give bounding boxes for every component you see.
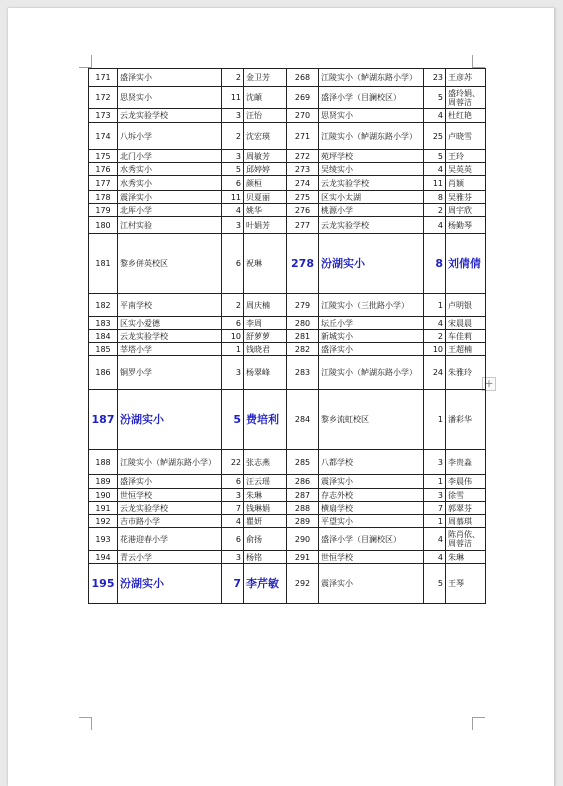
row-number: 173 (89, 109, 118, 123)
student-count: 3 (222, 551, 244, 564)
teacher-name: 卢晓雪 (446, 123, 486, 150)
teacher-name: 潘彩华 (446, 390, 486, 450)
school-name: 平南学校 (118, 294, 222, 317)
school-name: 盛泽实小 (319, 343, 424, 356)
school-name: 苑坪学校 (319, 150, 424, 163)
student-count: 3 (424, 489, 446, 502)
teacher-name: 颜桓 (244, 176, 287, 191)
student-count: 10 (222, 330, 244, 343)
table-row (89, 450, 486, 475)
school-name: 新城实小 (319, 330, 424, 343)
school-name: 江陵实小（鲈湖东路小学） (118, 450, 222, 475)
teacher-name: 朱琳 (244, 489, 287, 502)
school-name: 思贤实小 (319, 109, 424, 123)
margin-corner-top-right (472, 55, 485, 68)
table-row (89, 390, 486, 450)
row-number: 179 (89, 204, 118, 217)
row-number: 291 (287, 551, 319, 564)
row-number: 274 (287, 176, 319, 191)
school-name: 盛泽小学（目澜校区） (319, 528, 424, 551)
teacher-name: 杜红艳 (446, 109, 486, 123)
row-number: 280 (287, 317, 319, 330)
row-number: 288 (287, 502, 319, 515)
teacher-name: 陈肖依、周蓉洁 (446, 528, 486, 551)
student-count: 4 (424, 317, 446, 330)
table-row (89, 528, 486, 551)
row-number: 187 (89, 390, 118, 450)
teacher-name: 钱琳娟 (244, 502, 287, 515)
student-count: 1 (424, 475, 446, 489)
school-name: 盛泽实小 (118, 69, 222, 87)
table-row (89, 234, 486, 294)
row-number: 287 (287, 489, 319, 502)
row-number: 186 (89, 356, 118, 390)
teacher-name: 肖颖 (446, 176, 486, 191)
teacher-name: 徐雪 (446, 489, 486, 502)
margin-corner-top-left (79, 55, 92, 68)
table-row (89, 502, 486, 515)
teacher-name: 盛玲娟、周蓉洁 (446, 87, 486, 109)
school-name: 八坼小学 (118, 123, 222, 150)
student-count: 2 (222, 123, 244, 150)
teacher-name: 吴雅芬 (446, 191, 486, 204)
student-count: 25 (424, 123, 446, 150)
student-count: 4 (424, 163, 446, 176)
school-name: 江村实验 (118, 217, 222, 234)
school-name: 花港迎春小学 (118, 528, 222, 551)
table-row (89, 204, 486, 217)
student-count: 3 (222, 217, 244, 234)
student-count: 4 (424, 528, 446, 551)
teacher-name: 叶娟芳 (244, 217, 287, 234)
student-count: 5 (222, 390, 244, 450)
school-name: 盛泽实小 (118, 475, 222, 489)
school-name: 江陵实小（鲈湖东路小学） (319, 356, 424, 390)
school-name: 世恒学校 (118, 489, 222, 502)
table-row (89, 217, 486, 234)
teacher-name: 王彦苏 (446, 69, 486, 87)
row-number: 172 (89, 87, 118, 109)
row-number: 176 (89, 163, 118, 176)
student-count: 5 (424, 564, 446, 604)
student-count: 11 (222, 87, 244, 109)
row-number: 271 (287, 123, 319, 150)
teacher-name: 瞿妍 (244, 515, 287, 528)
row-number: 190 (89, 489, 118, 502)
school-name: 思贤实小 (118, 87, 222, 109)
row-number: 189 (89, 475, 118, 489)
teacher-name: 周庆楠 (244, 294, 287, 317)
plus-icon: + (484, 377, 494, 390)
school-name: 水秀实小 (118, 176, 222, 191)
teacher-name: 祝琳 (244, 234, 287, 294)
margin-corner-bottom-left (79, 717, 92, 730)
table-row (89, 330, 486, 343)
row-number: 184 (89, 330, 118, 343)
teacher-name: 周敏芳 (244, 150, 287, 163)
student-count: 3 (222, 356, 244, 390)
table-row (89, 551, 486, 564)
table-row (89, 294, 486, 317)
student-count: 2 (424, 204, 446, 217)
student-count: 8 (424, 234, 446, 294)
school-name: 区实小爱德 (118, 317, 222, 330)
row-number: 275 (287, 191, 319, 204)
row-number: 268 (287, 69, 319, 87)
student-count: 1 (424, 294, 446, 317)
teacher-name: 张志燕 (244, 450, 287, 475)
table-row (89, 150, 486, 163)
teacher-name: 车佳莉 (446, 330, 486, 343)
teacher-name: 沈宏瑛 (244, 123, 287, 150)
school-name: 云龙实验学校 (118, 109, 222, 123)
teacher-name: 贝夏丽 (244, 191, 287, 204)
row-number: 292 (287, 564, 319, 604)
school-name: 青云小学 (118, 551, 222, 564)
row-number: 171 (89, 69, 118, 87)
school-name: 汾湖实小 (118, 564, 222, 604)
student-count: 3 (222, 150, 244, 163)
school-name: 莘塔小学 (118, 343, 222, 356)
teacher-name: 郭翠芬 (446, 502, 486, 515)
row-number: 284 (287, 390, 319, 450)
student-count: 22 (222, 450, 244, 475)
row-number: 272 (287, 150, 319, 163)
row-number: 282 (287, 343, 319, 356)
teacher-name: 俞扬 (244, 528, 287, 551)
student-count: 1 (424, 390, 446, 450)
table-row (89, 87, 486, 109)
row-number: 183 (89, 317, 118, 330)
row-number: 180 (89, 217, 118, 234)
student-count: 5 (424, 87, 446, 109)
school-name: 云龙实验学校 (118, 502, 222, 515)
teacher-name: 王琴 (446, 564, 486, 604)
teacher-name: 刘倩倩 (446, 234, 486, 294)
table-row (89, 515, 486, 528)
table-row (89, 489, 486, 502)
teacher-name: 费培利 (244, 390, 287, 450)
row-number: 269 (287, 87, 319, 109)
row-number: 286 (287, 475, 319, 489)
school-name: 云龙实验学校 (118, 330, 222, 343)
school-name: 震泽实小 (319, 564, 424, 604)
student-count: 6 (222, 475, 244, 489)
teacher-name: 吴英英 (446, 163, 486, 176)
teacher-name: 汪云瑶 (244, 475, 287, 489)
student-count: 5 (424, 150, 446, 163)
table-row (89, 176, 486, 191)
student-count: 2 (424, 330, 446, 343)
row-number: 191 (89, 502, 118, 515)
school-name: 江陵实小（三批路小学） (319, 294, 424, 317)
row-number: 285 (287, 450, 319, 475)
student-count: 4 (222, 515, 244, 528)
teacher-name: 朱琳 (446, 551, 486, 564)
school-name: 云龙实验学校 (319, 176, 424, 191)
teacher-name: 姚华 (244, 204, 287, 217)
teacher-name: 李周 (244, 317, 287, 330)
table-row (89, 123, 486, 150)
row-number: 192 (89, 515, 118, 528)
school-name: 汾湖实小 (319, 234, 424, 294)
table-row (89, 69, 486, 87)
school-name: 坛丘小学 (319, 317, 424, 330)
teacher-name: 周宇欣 (446, 204, 486, 217)
student-count: 3 (222, 489, 244, 502)
teacher-name: 舒萝萝 (244, 330, 287, 343)
student-count: 7 (222, 564, 244, 604)
teacher-name: 金卫芳 (244, 69, 287, 87)
row-number: 283 (287, 356, 319, 390)
teacher-name: 李芹敏 (244, 564, 287, 604)
table-row (89, 475, 486, 489)
row-number: 270 (287, 109, 319, 123)
row-number: 185 (89, 343, 118, 356)
school-name: 世恒学校 (319, 551, 424, 564)
student-count: 11 (424, 176, 446, 191)
school-name: 水秀实小 (118, 163, 222, 176)
row-number: 290 (287, 528, 319, 551)
table-row (89, 109, 486, 123)
table-row (89, 564, 486, 604)
school-name: 区实小太湖 (319, 191, 424, 204)
row-number: 194 (89, 551, 118, 564)
row-number: 289 (287, 515, 319, 528)
student-count: 3 (222, 109, 244, 123)
school-name: 盛泽小学（目澜校区） (319, 87, 424, 109)
roster-table (88, 68, 486, 604)
row-number: 281 (287, 330, 319, 343)
student-count: 6 (222, 528, 244, 551)
school-name: 震泽实小 (319, 475, 424, 489)
school-name: 黎乡併英校区 (118, 234, 222, 294)
row-number: 193 (89, 528, 118, 551)
student-count: 23 (424, 69, 446, 87)
row-number: 279 (287, 294, 319, 317)
teacher-name: 沈頔 (244, 87, 287, 109)
school-name: 存志外校 (319, 489, 424, 502)
student-count: 7 (222, 502, 244, 515)
page-edge (554, 8, 555, 786)
school-name: 平望实小 (319, 515, 424, 528)
teacher-name: 杨勤琴 (446, 217, 486, 234)
teacher-name: 钱晓君 (244, 343, 287, 356)
teacher-name: 卢明银 (446, 294, 486, 317)
school-name: 北门小学 (118, 150, 222, 163)
row-number: 277 (287, 217, 319, 234)
teacher-name: 杨铭 (244, 551, 287, 564)
table-row (89, 163, 486, 176)
teacher-name: 王超楠 (446, 343, 486, 356)
student-count: 10 (424, 343, 446, 356)
student-count: 3 (424, 450, 446, 475)
teacher-name: 朱雅玲 (446, 356, 486, 390)
teacher-name: 李贵淼 (446, 450, 486, 475)
row-number: 174 (89, 123, 118, 150)
student-count: 2 (222, 294, 244, 317)
row-number: 278 (287, 234, 319, 294)
school-name: 桃源小学 (319, 204, 424, 217)
teacher-name: 杨翠峰 (244, 356, 287, 390)
row-number: 181 (89, 234, 118, 294)
row-number: 276 (287, 204, 319, 217)
student-count: 7 (424, 502, 446, 515)
row-number: 175 (89, 150, 118, 163)
school-name: 北厍小学 (118, 204, 222, 217)
school-name: 云龙实验学校 (319, 217, 424, 234)
student-count: 4 (424, 551, 446, 564)
table-row (89, 343, 486, 356)
school-name: 江陵实小（鲈湖东路小学） (319, 123, 424, 150)
student-count: 6 (222, 317, 244, 330)
row-number: 188 (89, 450, 118, 475)
teacher-name: 邱婷婷 (244, 163, 287, 176)
school-name: 铜罗小学 (118, 356, 222, 390)
student-count: 4 (222, 204, 244, 217)
teacher-name: 王玲 (446, 150, 486, 163)
school-name: 八都学校 (319, 450, 424, 475)
margin-corner-bottom-right (472, 717, 485, 730)
student-count: 24 (424, 356, 446, 390)
table-row (89, 317, 486, 330)
student-count: 4 (424, 217, 446, 234)
student-count: 2 (222, 69, 244, 87)
school-name: 横扇学校 (319, 502, 424, 515)
table-row (89, 356, 486, 390)
row-number: 177 (89, 176, 118, 191)
teacher-name: 李晨伟 (446, 475, 486, 489)
student-count: 1 (424, 515, 446, 528)
student-count: 6 (222, 176, 244, 191)
school-name: 汾湖实小 (118, 390, 222, 450)
row-number: 182 (89, 294, 118, 317)
row-number: 273 (287, 163, 319, 176)
row-number: 195 (89, 564, 118, 604)
school-name: 吴绫实小 (319, 163, 424, 176)
teacher-name: 宋晨晨 (446, 317, 486, 330)
student-count: 11 (222, 191, 244, 204)
table-row (89, 191, 486, 204)
school-name: 江陵实小（鲈湖东路小学） (319, 69, 424, 87)
student-count: 8 (424, 191, 446, 204)
student-count: 4 (424, 109, 446, 123)
student-count: 1 (222, 343, 244, 356)
school-name: 黎乡流虹校区 (319, 390, 424, 450)
row-number: 178 (89, 191, 118, 204)
teacher-name: 汪怡 (244, 109, 287, 123)
school-name: 震泽实小 (118, 191, 222, 204)
school-name: 吉市路小学 (118, 515, 222, 528)
student-count: 5 (222, 163, 244, 176)
teacher-name: 周慕琪 (446, 515, 486, 528)
student-count: 6 (222, 234, 244, 294)
